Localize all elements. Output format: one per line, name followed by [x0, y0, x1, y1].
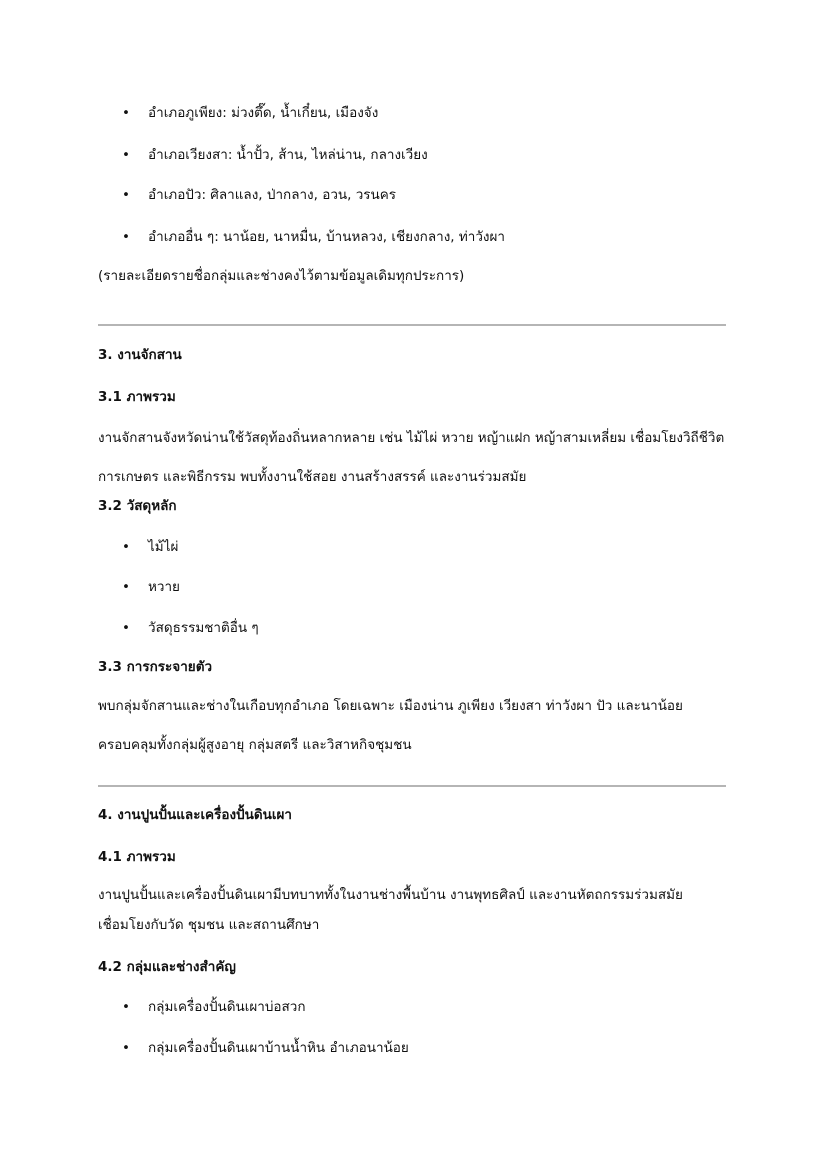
- list-item: • อำเภอปัว: ศิลาแลง, ป่ากลาง, อวน, วรนคร: [120, 185, 396, 205]
- subsection-heading: 3.3 การกระจายตัว: [98, 659, 213, 675]
- subsection-heading: 4.2 กลุ่มและช่างสำคัญ: [98, 959, 236, 975]
- paragraph-line: พบกลุ่มจักสานและช่างในเกือบทุกอำเภอ โดยเฉพาะ เมืองน่าน ภูเพียง เวียงสา ท่าวังผา ปัว และนาน้อย: [98, 698, 683, 714]
- paragraph-line: การเกษตร และพิธีกรรม พบทั้งงานใช้สอย งานสร้างสรรค์ และงานร่วมสมัย: [98, 469, 527, 485]
- list-item: • ไม้ไผ่: [120, 537, 178, 557]
- paragraph-line: เชื่อมโยงกับวัด ชุมชน และสถานศึกษา: [98, 917, 320, 933]
- subsection-heading: 4.1 ภาพรวม: [98, 849, 176, 865]
- list-item: • กลุ่มเครื่องปั้นดินเผาบ้านน้ำหิน อำเภอนาน้อย: [120, 1038, 409, 1058]
- section-heading: 3. งานจักสาน: [98, 347, 182, 363]
- divider: [98, 324, 726, 326]
- list-item: • กลุ่มเครื่องปั้นดินเผาบ่อสวก: [120, 997, 306, 1017]
- note: (รายละเอียดรายชื่อกลุ่มและช่างคงไว้ตามข้อมูลเดิมทุกประการ): [98, 268, 465, 284]
- paragraph-line: ครอบคลุมทั้งกลุ่มผู้สูงอายุ กลุ่มสตรี และวิสาหกิจชุมชน: [98, 737, 412, 753]
- subsection-heading: 3.2 วัสดุหลัก: [98, 498, 177, 514]
- list-item: • หวาย: [120, 577, 180, 597]
- section-heading: 4. งานปูนปั้นและเครื่องปั้นดินเผา: [98, 807, 292, 823]
- list-item: • อำเภอเวียงสา: น้ำปั้ว, ส้าน, ไหล่น่าน, กลางเวียง: [120, 145, 428, 165]
- divider: [98, 785, 726, 787]
- list-item: • อำเภออื่น ๆ: นาน้อย, นาหมื่น, บ้านหลวง, เชียงกลาง, ท่าวังผา: [120, 227, 505, 247]
- subsection-heading: 3.1 ภาพรวม: [98, 389, 176, 405]
- list-item: • อำเภอภูเพียง: ม่วงตึ๊ด, น้ำเกี๋ยน, เมืองจัง: [120, 103, 378, 123]
- list-item: • วัสดุธรรมชาติอื่น ๆ: [120, 618, 259, 638]
- paragraph-line: งานปูนปั้นและเครื่องปั้นดินเผามีบทบาททั้งในงานช่างพื้นบ้าน งานพุทธศิลป์ และงานหัตถกรรมร่วมสมัย: [98, 887, 683, 903]
- paragraph-line: งานจักสานจังหวัดน่านใช้วัสดุท้องถิ่นหลากหลาย เช่น ไม้ไผ่ หวาย หญ้าแฝก หญ้าสามเหลี่ยม เชื่อมโยงวิถีชีวิต: [98, 430, 725, 446]
